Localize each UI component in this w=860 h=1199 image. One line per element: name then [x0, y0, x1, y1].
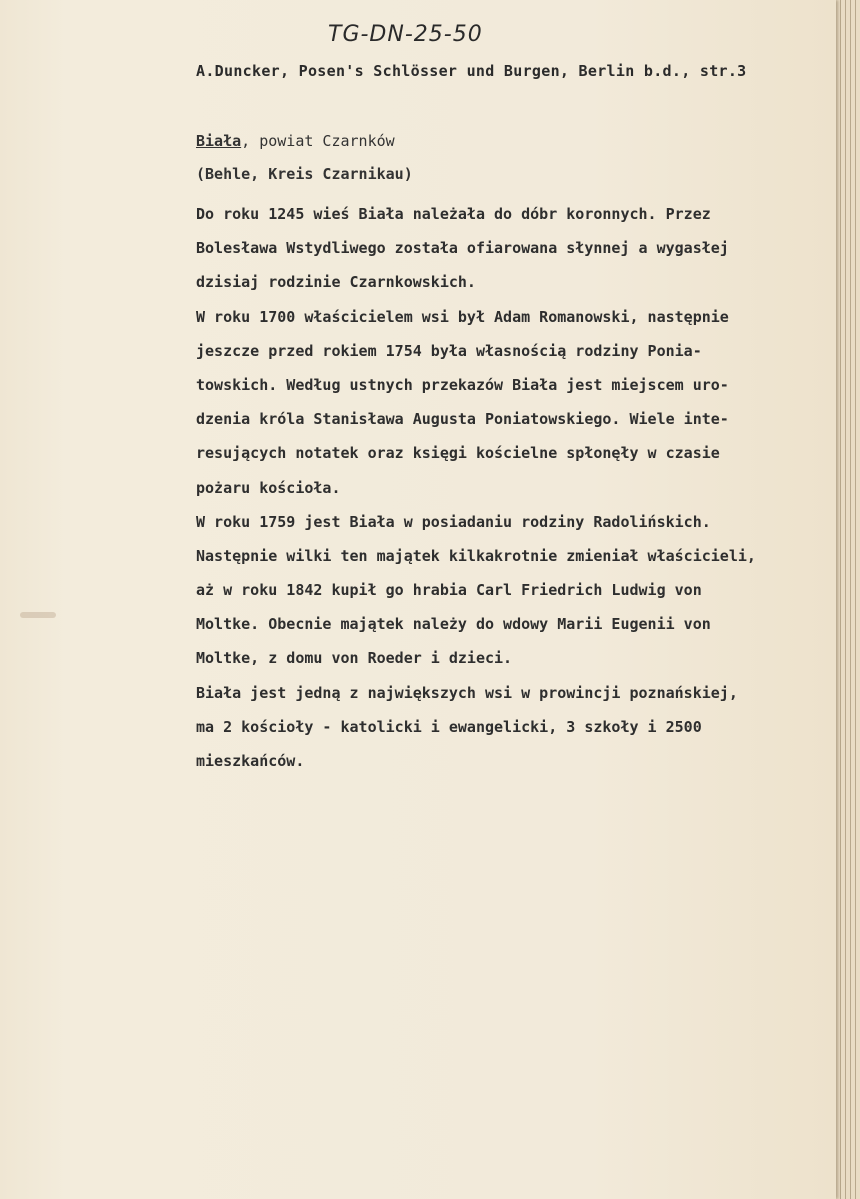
- text-line: Do roku 1245 wieś Biała należała do dóbr koronnych. Przez: [196, 205, 711, 223]
- source-citation: A.Duncker, Posen's Schlösser und Burgen, Berlin b.d., str.3: [196, 62, 747, 80]
- text-line: W roku 1700 właścicielem wsi był Adam Romanowski, następnie: [196, 307, 729, 326]
- text-line: resujących notatek oraz księgi kościelne spłonęły w czasie: [196, 444, 720, 463]
- text-line: dzenia króla Stanisława Augusta Poniatowskiego. Wiele inte-: [196, 410, 729, 429]
- text-line: Następnie wilki ten majątek kilkakrotnie zmieniał właścicieli,: [196, 546, 756, 565]
- page-heading: [196, 132, 395, 150]
- text-line: W roku 1759 jest Biała w posiadaniu rodziny Radolińskich.: [196, 512, 711, 531]
- text-line: Moltke, z domu von Roeder i dzieci.: [196, 649, 513, 668]
- german-name: (Behle, Kreis Czarnikau): [196, 165, 413, 183]
- text-line: Bolesława Wstydliwego została ofiarowana słynnej a wygasłej: [196, 239, 729, 258]
- text-line: Moltke. Obecnie majątek należy do wdowy Marii Eugenii von: [196, 615, 711, 634]
- page-edge: [855, 0, 856, 1199]
- text-line: aż w roku 1842 kupił go hrabia Carl Friedrich Ludwig von: [196, 581, 702, 600]
- text-line: mieszkańców.: [196, 752, 305, 770]
- page-edge: [850, 0, 851, 1199]
- body-text: [196, 197, 826, 778]
- text-line: jeszcze przed rokiem 1754 była własnością rodziny Ponia-: [196, 341, 702, 360]
- heading-district: , powiat Czarnków: [241, 132, 395, 150]
- heading-place: Biała: [196, 132, 242, 150]
- text-line: dzisiaj rodzinie Czarnkowskich.: [196, 273, 476, 292]
- page-edge: [840, 0, 841, 1199]
- text-line: ma 2 kościoły - katolicki i ewangelicki, 3 szkoły i 2500: [196, 717, 702, 736]
- text-line: pożaru kościoła.: [196, 478, 341, 497]
- archive-signature: TG-DN-25-50: [328, 22, 483, 47]
- text-line: Biała jest jedną z największych wsi w prowincji poznańskiej,: [196, 683, 738, 702]
- paper-smudge: [20, 612, 56, 618]
- page-edge: [845, 0, 846, 1199]
- text-line: towskich. Według ustnych przekazów Biała jest miejscem uro-: [196, 375, 729, 394]
